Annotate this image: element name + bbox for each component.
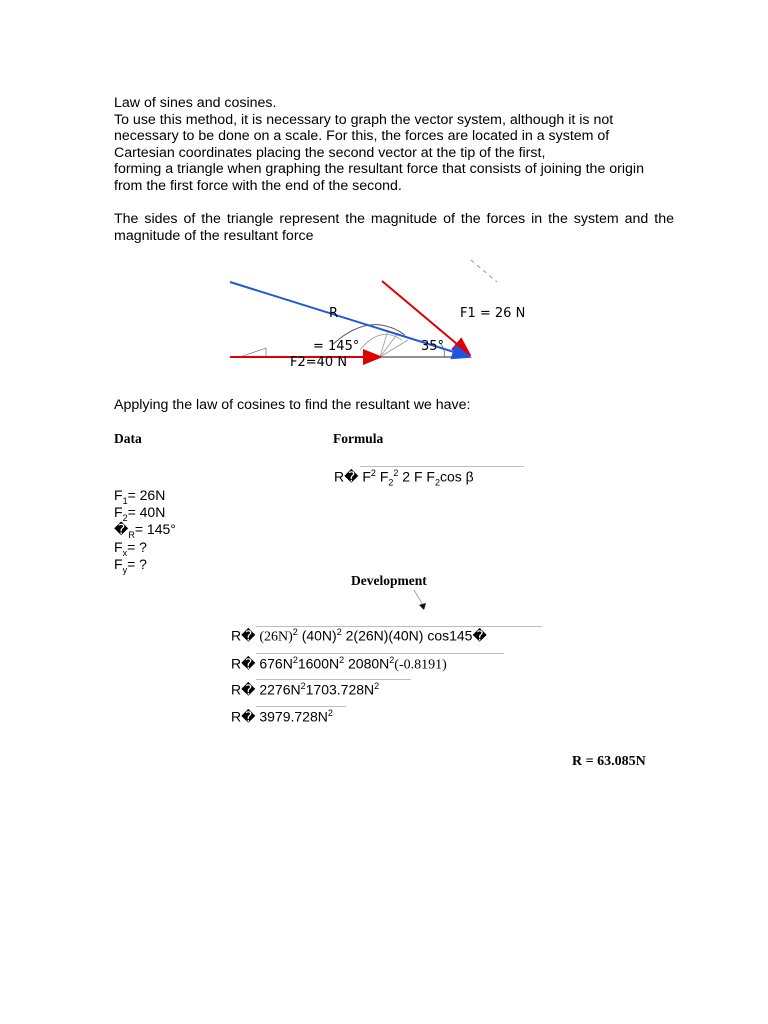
label-R: R <box>329 306 339 321</box>
dev-term: 2080N <box>344 655 390 672</box>
data-item-value: = ? <box>127 556 147 572</box>
data-item <box>114 539 147 558</box>
dev-sup: 2 <box>327 708 333 718</box>
dev-term: 1600N <box>297 655 340 672</box>
data-item-symbol: � <box>114 521 129 537</box>
intro-line: from the first force with the end of the second. <box>114 177 402 194</box>
dev-prefix: R� <box>231 655 260 672</box>
formula-rest-sub: 2 <box>434 477 440 488</box>
data-item-symbol: F <box>114 556 123 572</box>
dev-sup: 2 <box>389 655 395 665</box>
data-item-symbol: F <box>114 487 123 503</box>
cosine-formula <box>334 468 474 487</box>
data-item-sub: y <box>122 564 128 575</box>
data-item-symbol: F <box>114 504 123 520</box>
formula-F2: F <box>379 468 389 485</box>
formula-cos: cos β <box>440 468 474 485</box>
data-item-sub: 1 <box>122 495 128 506</box>
dev-term: (-0.8191) <box>394 657 447 673</box>
dev-root-bar <box>256 679 411 680</box>
dev-sup: 2 <box>292 655 298 665</box>
intro-line: Cartesian coordinates placing the second vector at the tip of the first, <box>114 144 546 161</box>
dev-term: 676N <box>259 655 293 672</box>
development-line-2 <box>231 655 447 674</box>
development-line-3 <box>231 681 379 699</box>
dev-sup: 2 <box>339 655 345 665</box>
data-item-symbol: F <box>114 539 123 555</box>
dev-term: 1703.728N <box>305 681 375 698</box>
data-item-value: = 40N <box>127 504 166 520</box>
vector-triangle-diagram <box>0 0 768 400</box>
data-item-value: = 26N <box>127 487 166 503</box>
data-item <box>114 556 147 575</box>
data-item <box>114 504 165 523</box>
data-item-sub: x <box>122 547 128 558</box>
dev-term: (40N) <box>297 627 337 644</box>
data-item <box>114 521 176 540</box>
intro-line: forming a triangle when graphing the resultant force that consists of joining the origin <box>114 161 644 178</box>
label-angle-35: 35° <box>421 339 445 354</box>
data-heading: Data <box>114 431 142 446</box>
data-item-value: = ? <box>127 539 147 555</box>
formula-F2-sub: 2 <box>388 477 394 488</box>
formula-F1: F <box>362 468 371 485</box>
dev-sup: 2 <box>300 681 306 691</box>
intro-line: To use this method, it is necessary to graph the vector system, although it is not <box>114 111 614 128</box>
dev-term: 2276N <box>259 681 301 698</box>
label-F2: F2=40 N <box>290 355 348 370</box>
dev-sup: 2 <box>292 627 298 637</box>
formula-F1-sup: 2 <box>370 468 376 478</box>
dev-root-bar <box>256 706 346 707</box>
pointer-arrow-icon <box>410 588 430 614</box>
dev-root-bar <box>256 653 504 654</box>
angle-hatch <box>380 333 398 357</box>
formula-F2-sup: 2 <box>393 468 399 478</box>
sides-text: The sides of the triangle represent the magnitude of the forces in the system and the magnitude of the resultant force <box>114 211 674 244</box>
dev-sup: 2 <box>336 627 342 637</box>
formula-rest: 2 F F <box>398 468 435 485</box>
data-item <box>114 487 165 506</box>
formula-prefix: R� <box>334 468 359 485</box>
intro-line: necessary to be done on a scale. For this, the forces are located in a system of <box>114 128 610 145</box>
section-heading: Law of sines and cosines. <box>114 95 277 111</box>
applying-text: Applying the law of cosines to find the resultant we have: <box>114 397 471 413</box>
dev-prefix: R� <box>231 681 260 698</box>
development-line-1 <box>231 627 487 646</box>
dev-prefix: R� <box>231 708 260 725</box>
dev-term: 2(26N)(40N) cos145� <box>341 627 487 644</box>
dev-term: (26N) <box>259 629 293 645</box>
result-value: R = 63.085N <box>572 754 646 769</box>
data-item-value: = 145° <box>134 521 176 537</box>
development-heading: Development <box>351 573 427 588</box>
development-line-4 <box>231 708 333 726</box>
angle-mark <box>240 348 266 357</box>
formula-root-bar <box>360 466 524 467</box>
data-item-sub: 2 <box>122 512 128 523</box>
data-item-sub: R <box>128 529 135 540</box>
construction-line <box>471 260 497 282</box>
label-F1: F1 = 26 N <box>460 306 526 321</box>
dev-prefix: R� <box>231 627 260 644</box>
formula-heading: Formula <box>333 431 384 446</box>
dev-sup: 2 <box>374 681 380 691</box>
dev-term: 3979.728N <box>259 708 328 725</box>
label-angle-145: = 145° <box>313 339 360 354</box>
